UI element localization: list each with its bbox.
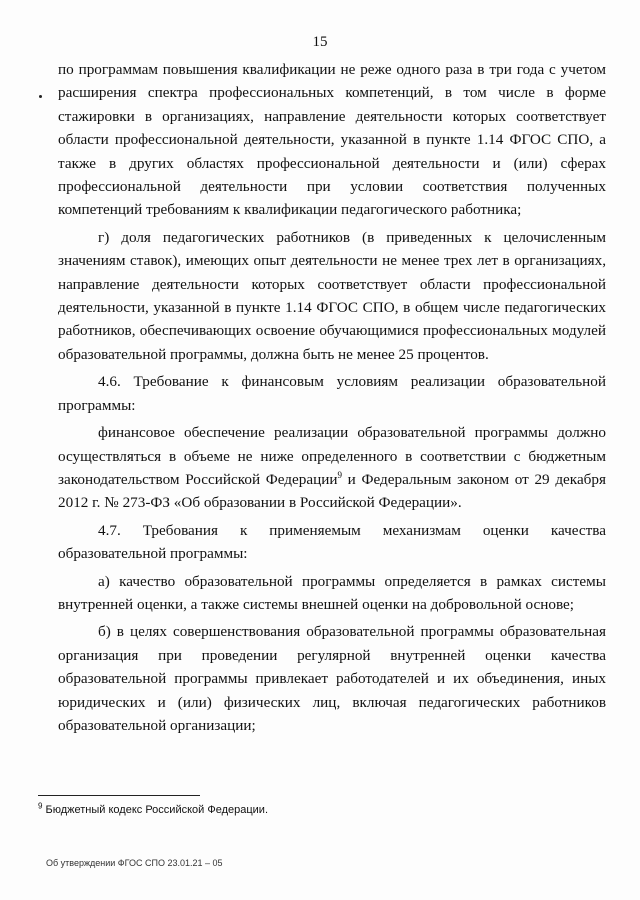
paragraph-1: по программам повышения квалификации не реже одного раза в три года с учетом расширения спектра профессиональных компетенций, в том числе в форме стажировки в организациях, направление деятельности которых соответствует области профессиональной деятельности, указанной в пункте 1.14 ФГОС СПО, а также в других областях профессиональной деятельности и (или) сферах профессиональной деятельности при условии соответствия полученных компетенций требованиям к квалификации педагогического работника; xyxy=(58,61,606,219)
margin-mark xyxy=(39,95,42,98)
paragraph-2: г) доля педагогических работников (в приведенных к целочисленным значениям ставок), имеющих опыт деятельности не менее трех лет в организациях, направление деятельности которых соответствует области профессиональной деятельности, указанной в пункте 1.14 ФГОС СПО, в общем числе педагогических работников, обеспечивающих освоение обучающимися профессиональных модулей образовательной программы, должна быть не менее 25 процентов. xyxy=(58,228,606,363)
body-text xyxy=(58,58,606,737)
page-footer: Об утверждении ФГОС СПО 23.01.21 – 05 xyxy=(46,858,223,868)
paragraph-3: 4.6. Требование к финансовым условиям реализации образовательной программы: xyxy=(58,373,606,414)
paragraph-4-text-cont: и Федеральным законом от 29 декабря 2012 г. № 273-ФЗ «Об образовании в Российской Федерации». xyxy=(58,470,606,512)
footnote-divider xyxy=(38,795,200,796)
paragraph-6: а) качество образовательной программы определяется в рамках системы внутренней оценки, а также системы внешней оценки на добровольной основе; xyxy=(58,572,606,613)
paragraph-7: б) в целях совершенствования образовательной программы образовательная организация при проведении регулярной внутренней оценки качества образовательной программы привлекает работодателей и их объединения, иных юридических и (или) физических лиц, включая педагогических работников образовательной организации; xyxy=(58,623,606,734)
paragraph-4 xyxy=(58,421,606,515)
footnote-text: Бюджетный кодекс Российской Федерации. xyxy=(45,804,269,816)
page-number: 15 xyxy=(312,34,328,50)
footnote-marker: 9 xyxy=(38,801,43,811)
footnote xyxy=(38,803,268,817)
paragraph-4-text: финансовое обеспечение реализации образовательной программы должно осуществляться в объеме не ниже определенного в соответствии с бюджетным законодательством Российской Федерации xyxy=(58,424,606,488)
footnote-reference: 9 xyxy=(337,469,342,480)
paragraph-5: 4.7. Требования к применяемым механизмам оценки качества образовательной программы: xyxy=(58,521,606,563)
